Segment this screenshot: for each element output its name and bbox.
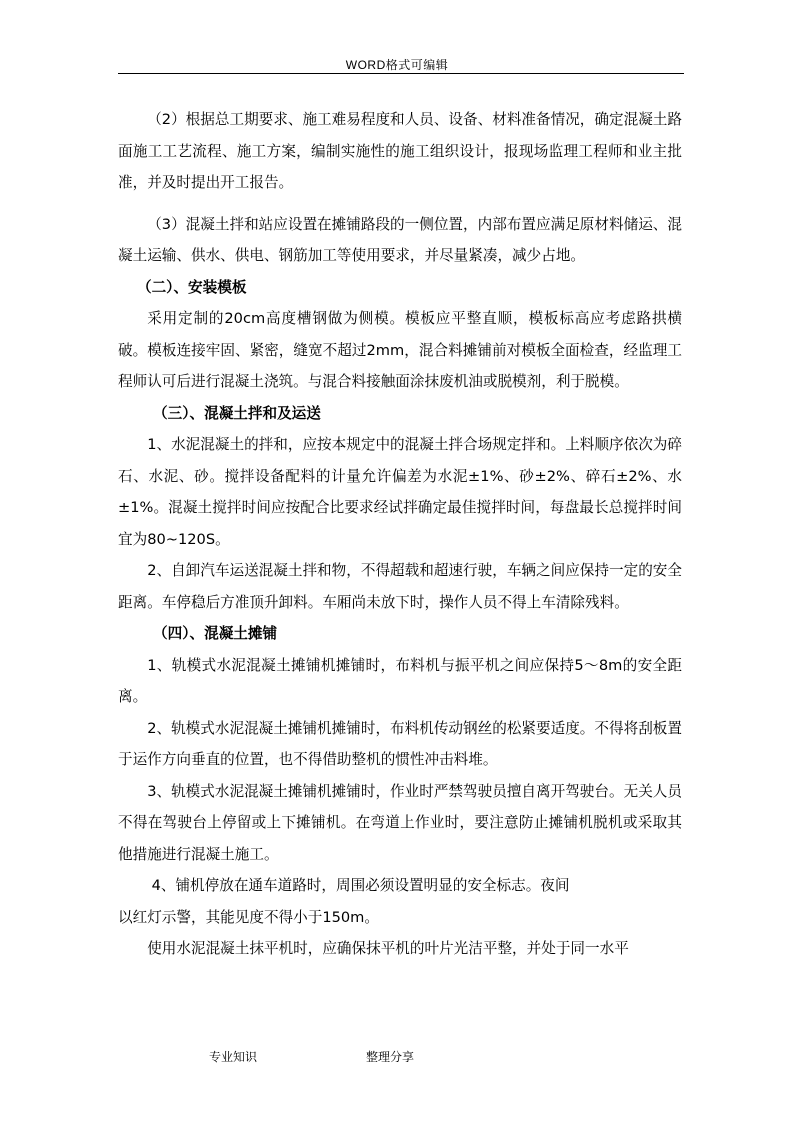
paragraph: （3）混凝土拌和站应设置在摊铺路段的一侧位置，内部布置应满足原材料储运、混凝土运输、供水、供电、钢筋加工等使用要求，并尽量紧凑，减少占地。 xyxy=(118,215,682,264)
paragraph: 3、轨模式水泥混凝土摊铺机摊铺时，作业时严禁驾驶员擅自离开驾驶台。无关人员不得在驾驶台上停留或上下摊铺机。在弯道上作业时，要注意防止摊铺机脱机或采取其他措施进行混凝土施工。 xyxy=(118,782,682,863)
paragraph: 4、铺机停放在通车道路时，周围必须设置明显的安全标志。夜间 xyxy=(151,877,570,894)
paragraph: （2）根据总工期要求、施工难易程度和人员、设备、材料准备情况，确定混凝土路面施工工艺流程、施工方案，编制实施性的施工组织设计，报现场监理工程师和业主批准，并及时提出开工报告。 xyxy=(118,111,682,191)
paragraph: 以红灯示警，其能见度不得小于150m。 xyxy=(118,908,379,926)
footer-left-text: 专业知识 xyxy=(209,1050,258,1064)
footer-right-text: 整理分享 xyxy=(366,1050,415,1064)
paragraph: 2、自卸汽车运送混凝土拌和物，不得超载和超速行驶，车辆之间应保持一定的安全距离。车停稳后方准顶升卸料。车厢尚未放下时，操作人员不得上车清除残料。 xyxy=(118,562,682,611)
paragraph: 使用水泥混凝土抹平机时，应确保抹平机的叶片光洁平整，并处于同一水平 xyxy=(147,940,629,957)
paragraph: 1、水泥混凝土的拌和，应按本规定中的混凝土拌合场规定拌和。上料顺序依次为碎石、水泥、砂。搅拌设备配料的计量允许偏差为水泥±1%、砂±2%、碎石±2%、水±1%。混凝土搅拌时间应按配合比要求经试拌确定最佳搅拌时间，每盘最长总搅拌时间宜为80~120S。 xyxy=(118,436,682,548)
header-divider xyxy=(118,73,684,74)
body-text xyxy=(118,104,682,965)
paragraph: 1、轨模式水泥混凝土摊铺机摊铺时，布料机与振平机之间应保持5～8m的安全距离。 xyxy=(118,656,682,705)
section-heading: （三）、混凝土拌和及运送 xyxy=(153,404,321,422)
section-heading: （四）、混凝土摊铺 xyxy=(153,625,278,642)
paragraph: 采用定制的20cm高度槽钢做为侧模。模板应平整直顺，模板标高应考虑路拱横破。模板连接牢固、紧密，缝宽不超过2mm，混合料摊铺前对模板全面检查，经监理工程师认可后进行混凝土浇筑。与混合料接触面涂抹废机油或脱模剂，利于脱模。 xyxy=(118,310,682,390)
page-header: WORD格式可编辑 xyxy=(345,58,449,72)
section-heading: （二）、安装模板 xyxy=(136,278,247,296)
paragraph: 2、轨模式水泥混凝土摊铺机摊铺时，布料机传动钢丝的松紧要适度。不得将刮板置于运作方向垂直的位置，也不得借助整机的惯性冲击料堆。 xyxy=(118,719,682,768)
